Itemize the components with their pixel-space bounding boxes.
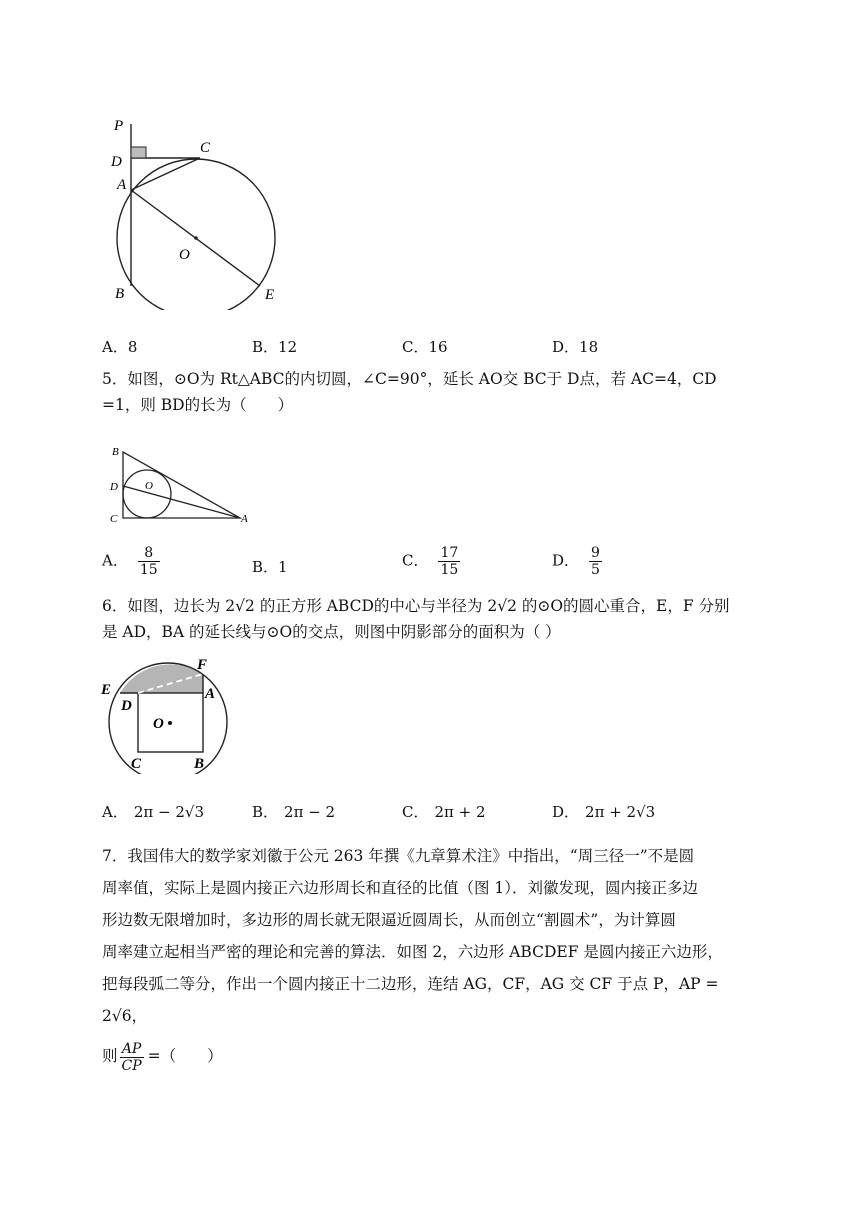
numerator: 8 xyxy=(138,545,160,562)
q6-option-d[interactable] xyxy=(552,801,655,822)
fig5-label-b: B xyxy=(112,446,119,458)
q7-ratio xyxy=(120,1041,144,1074)
fig6-label-o: O xyxy=(153,716,164,732)
numerator: 17 xyxy=(440,545,459,561)
option-fraction xyxy=(138,545,160,578)
fig4-label-p: P xyxy=(114,118,124,134)
fig4-label-o: O xyxy=(179,247,190,263)
fig5-label-d: D xyxy=(110,481,118,493)
q4-figure xyxy=(100,110,300,310)
option-text: 1 xyxy=(278,558,288,576)
option-text: 12 xyxy=(278,338,298,356)
option-key: C． xyxy=(402,551,429,570)
option-key: B． xyxy=(252,558,279,576)
fig6-label-d: D xyxy=(121,698,132,714)
q6-line2: 是 AD，BA 的延长线与⊙O的交点，则图中阴影部分的面积为（ ） xyxy=(102,623,561,641)
q6-option-b[interactable] xyxy=(252,801,335,822)
option-text: 8 xyxy=(127,338,138,356)
option-key: A． xyxy=(102,338,128,356)
q7-suffix: =（ ） xyxy=(147,1047,223,1065)
q6-stem xyxy=(102,593,762,645)
option-text: 16 xyxy=(428,338,448,356)
q7-stem xyxy=(102,840,762,1074)
q5-option-b[interactable] xyxy=(252,556,288,577)
option-key: A． xyxy=(102,803,128,821)
q4-option-a[interactable] xyxy=(102,336,137,357)
q4-option-b[interactable] xyxy=(252,336,297,357)
fig4-label-e: E xyxy=(265,287,275,303)
q7-line4: 周率建立起相当严密的理论和完善的算法．如图 2，六边形 ABCDEF 是圆内接正六边形， xyxy=(102,943,723,961)
option-key: D． xyxy=(552,551,580,570)
option-key: A． xyxy=(102,551,128,570)
option-text: 2π − 2√3 xyxy=(133,803,204,821)
q7-line2: 周率值，实际上是圆内接正六边形周长和直径的比值（图 1）．刘徽发现，圆内接正多边 xyxy=(102,879,699,897)
denominator: CP xyxy=(121,1057,142,1074)
q5-line2: =1，则 BD的长为（ ） xyxy=(102,396,294,414)
q7-line6 xyxy=(102,1040,762,1074)
option-key: D． xyxy=(552,338,580,356)
q7-line1: 7．我国伟大的数学家刘徽于公元 263 年撰《九章算术注》中指出，“周三径一”不是圆 xyxy=(102,847,695,865)
fig5-label-a: A xyxy=(241,513,248,525)
q5-option-c[interactable] xyxy=(402,545,460,578)
q7-line3: 形边数无限增加时，多边形的周长就无限逼近圆周长，从而创立“割圆术”，为计算圆 xyxy=(102,911,676,929)
fig5-label-o: O xyxy=(145,480,153,492)
q4-option-c[interactable] xyxy=(402,336,448,357)
fig6-label-e: E xyxy=(101,682,112,698)
option-key: D． xyxy=(552,803,580,821)
fig6-label-c: C xyxy=(131,756,142,772)
option-fraction xyxy=(589,545,602,578)
fig5-label-c: C xyxy=(110,513,118,525)
q5-option-d[interactable] xyxy=(552,545,602,578)
q7-line5: 把每段弧二等分，作出一个圆内接正十二边形，连结 AG，CF，AG 交 CF 于点 P，AP = 2√6， xyxy=(102,975,719,1025)
option-text: 2π − 2 xyxy=(284,803,336,821)
fig6-label-f: F xyxy=(197,657,208,673)
fig4-label-a: A xyxy=(117,177,127,193)
fig4-label-c: C xyxy=(200,140,211,156)
fig6-label-a: A xyxy=(205,686,216,702)
q5-figure xyxy=(100,440,260,530)
denominator: 15 xyxy=(440,562,459,578)
numerator: 9 xyxy=(591,545,600,561)
fig4-label-d: D xyxy=(111,154,122,170)
q5-line1: 5．如图，⊙O为 Rt△ABC的内切圆，∠C=90°，延长 AO交 BC于 D点，若 AC=4，CD xyxy=(102,370,717,388)
option-key: C． xyxy=(402,803,429,821)
option-text: 18 xyxy=(579,338,599,356)
q6-figure xyxy=(98,652,238,774)
q7-prefix: 则 xyxy=(102,1047,118,1065)
q5-stem xyxy=(102,366,762,418)
numerator: AP xyxy=(120,1041,144,1058)
fig6-label-b: B xyxy=(194,756,205,772)
option-text: 2π + 2 xyxy=(434,803,486,821)
q6-option-c[interactable] xyxy=(402,801,486,822)
q4-option-d[interactable] xyxy=(552,336,598,357)
denominator: 15 xyxy=(139,562,158,578)
denominator: 5 xyxy=(591,562,600,578)
fig4-label-b: B xyxy=(115,286,125,302)
option-text: 2π + 2√3 xyxy=(585,803,656,821)
option-key: B． xyxy=(252,803,279,821)
q5-option-a[interactable] xyxy=(102,545,160,578)
q6-line1: 6．如图，边长为 2√2 的正方形 ABCD的中心与半径为 2√2 的⊙O的圆心重合，E，F 分别 xyxy=(102,597,730,615)
option-key: C． xyxy=(402,338,429,356)
q6-option-a[interactable] xyxy=(102,801,204,822)
option-fraction xyxy=(438,545,460,578)
option-key: B． xyxy=(252,338,279,356)
